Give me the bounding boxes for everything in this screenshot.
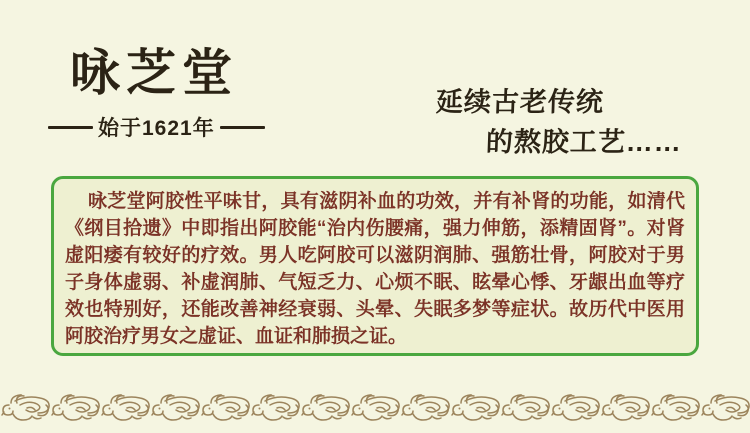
brand-since-label: 始于1621年: [98, 117, 215, 140]
ornament-row: [2, 395, 749, 420]
since-dash-right: [220, 126, 265, 129]
ornament-border: [0, 389, 750, 429]
brand-title: 咏芝堂: [70, 45, 238, 101]
tagline-line1: 延续古老传统: [435, 87, 605, 117]
description-box: [51, 176, 699, 356]
brand-since-row: [48, 112, 265, 142]
description-text: 咏芝堂阿胶性平味甘，具有滋阴补血的功效，并有补肾的功能，如清代《纲目拾遗》中即指出阿胶能“治内伤腰痛，强力伸筋，添精固肾”。对肾虚阳痿有较好的疗效。男人吃阿胶可以滋阴润肺、强筋壮骨，阿胶对于男子身体虚弱、补虚润肺、气短乏力、心烦不眠、眩晕心悸、牙龈出血等疗效也特别好，还能改善神经衰弱、头晕、失眠多梦等症状。故历代中医用阿胶治疗男女之虚证、血证和肺损之证。: [65, 191, 685, 347]
tagline-line2: 的熬胶工艺……: [485, 127, 683, 157]
since-dash-left: [48, 126, 93, 129]
